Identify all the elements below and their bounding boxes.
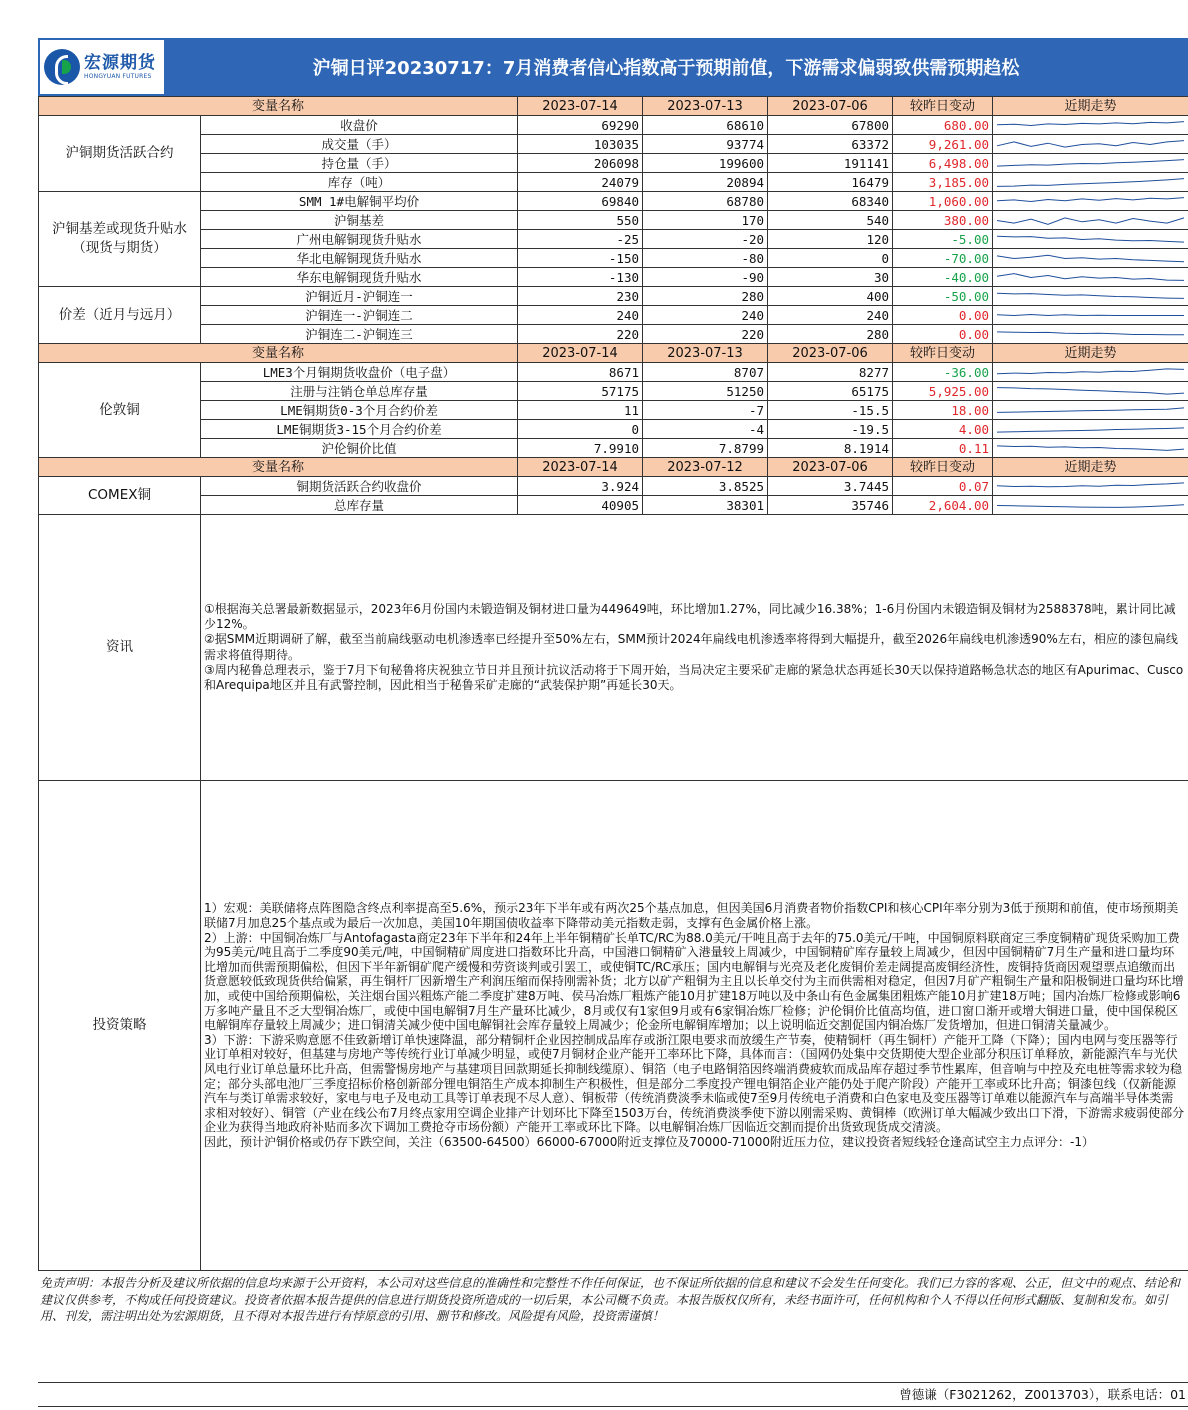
trend-sparkline xyxy=(993,363,1188,382)
value-date-1: 69290 xyxy=(518,116,643,135)
strategy-row xyxy=(39,781,1188,1271)
value-date-1: 24079 xyxy=(518,173,643,192)
report-header xyxy=(38,38,1188,96)
variable-name: 沪铜连二-沪铜连三 xyxy=(201,325,518,344)
sparkline-chart xyxy=(995,288,1186,305)
value-date-1: 220 xyxy=(518,325,643,344)
value-date-2: 7.8799 xyxy=(643,439,768,458)
sparkline-chart xyxy=(995,269,1186,286)
logo-name-en: HONGYUAN FUTURES xyxy=(84,73,152,80)
trend-sparkline xyxy=(993,496,1188,515)
value-date-1: 57175 xyxy=(518,382,643,401)
variable-name: 铜期货活跃合约收盘价 xyxy=(201,477,518,496)
news-label: 资讯 xyxy=(39,515,201,781)
sparkline-line xyxy=(997,236,1184,242)
value-date-3: 16479 xyxy=(768,173,893,192)
trend-sparkline xyxy=(993,268,1188,287)
trend-sparkline xyxy=(993,249,1188,268)
variable-name: 总库存量 xyxy=(201,496,518,515)
value-date-3: 120 xyxy=(768,230,893,249)
value-date-3: 0 xyxy=(768,249,893,268)
value-date-1: 0 xyxy=(518,420,643,439)
sparkline-chart xyxy=(995,402,1186,419)
table-row xyxy=(39,135,1188,154)
value-date-3: 67800 xyxy=(768,116,893,135)
sparkline-line xyxy=(997,273,1184,280)
strategy-paragraph: 1）宏观：美联储将点阵图隐含终点利率提高至5.6%，预示23年下半年或有两次25个基点加息，但因美国6月消费者物价指数CPI和核心CPI年率分别为3低于预期和前值，使市场预期美联储7月加息25个基点或为最后一次加息，美国10年期国债收益率下降带动美元指数走弱，支撑有色金属价格上涨。 xyxy=(204,901,1179,931)
news-content xyxy=(201,515,1188,781)
header-date-2: 2023-07-13 xyxy=(643,344,768,363)
header-variable-name: 变量名称 xyxy=(39,344,518,363)
header-change: 较昨日变动 xyxy=(893,458,993,477)
variable-name: 华东电解铜现货升贴水 xyxy=(201,268,518,287)
value-date-2: 3.8525 xyxy=(643,477,768,496)
value-date-3: 35746 xyxy=(768,496,893,515)
sparkline-line xyxy=(997,178,1184,186)
table-row xyxy=(39,116,1188,135)
table-row xyxy=(39,439,1188,458)
value-date-2: 240 xyxy=(643,306,768,325)
sparkline-chart xyxy=(995,307,1186,324)
sparkline-chart xyxy=(995,421,1186,438)
variable-name: 沪铜连一-沪铜连二 xyxy=(201,306,518,325)
sparkline-line xyxy=(997,368,1184,373)
sparkline-line xyxy=(997,217,1184,224)
sparkline-line xyxy=(997,255,1184,261)
company-logo xyxy=(40,40,164,94)
value-date-2: 20894 xyxy=(643,173,768,192)
category-cell: 价差（近月与远月） xyxy=(39,287,201,344)
report-title: 沪铜日评20230717：7月消费者信心指数高于预期前值，下游需求偏弱致供需预期趋松 xyxy=(312,58,1020,79)
value-date-2: 8707 xyxy=(643,363,768,382)
change-value: -36.00 xyxy=(893,363,993,382)
value-date-1: 7.9910 xyxy=(518,439,643,458)
value-date-3: 8277 xyxy=(768,363,893,382)
value-date-2: 280 xyxy=(643,287,768,306)
trend-sparkline xyxy=(993,401,1188,420)
header-date-2: 2023-07-12 xyxy=(643,458,768,477)
value-date-1: 230 xyxy=(518,287,643,306)
category-cell: 沪铜基差或现货升贴水（现货与期货） xyxy=(39,192,201,287)
trend-sparkline xyxy=(993,382,1188,401)
trend-sparkline xyxy=(993,325,1188,344)
logo-name-cn: 宏源期货 xyxy=(84,53,156,73)
change-value: 0.00 xyxy=(893,325,993,344)
value-date-2: -7 xyxy=(643,401,768,420)
table-row xyxy=(39,496,1188,515)
value-date-1: 3.924 xyxy=(518,477,643,496)
change-value: -40.00 xyxy=(893,268,993,287)
table-row xyxy=(39,154,1188,173)
trend-sparkline xyxy=(993,211,1188,230)
value-date-3: -19.5 xyxy=(768,420,893,439)
value-date-3: 400 xyxy=(768,287,893,306)
value-date-3: -15.5 xyxy=(768,401,893,420)
sparkline-line xyxy=(997,140,1184,147)
trend-sparkline xyxy=(993,173,1188,192)
value-date-3: 63372 xyxy=(768,135,893,154)
sparkline-chart xyxy=(995,117,1186,134)
variable-name: 库存（吨） xyxy=(201,173,518,192)
change-value: 1,060.00 xyxy=(893,192,993,211)
news-paragraph: ③周内秘鲁总理表示，鉴于7月下旬秘鲁将庆祝独立节日并且预计抗议活动将于下周开始，当局决定主要采矿走廊的紧急状态再延长30天以保持道路畅急状态的地区有Apurimac、Cusco和Arequipa地区并且有武警控制，因此相当于秘鲁采矿走廊的“武装保护期”再延长30天。 xyxy=(204,662,1184,692)
trend-sparkline xyxy=(993,287,1188,306)
header-date-3: 2023-07-06 xyxy=(768,458,893,477)
value-date-2: -20 xyxy=(643,230,768,249)
news-row xyxy=(39,515,1188,781)
variable-name: 广州电解铜现货升贴水 xyxy=(201,230,518,249)
variable-name: SMM 1#电解铜平均价 xyxy=(201,192,518,211)
value-date-3: 8.1914 xyxy=(768,439,893,458)
value-date-2: -4 xyxy=(643,420,768,439)
strategy-content xyxy=(201,781,1188,1271)
value-date-1: 69840 xyxy=(518,192,643,211)
value-date-1: 206098 xyxy=(518,154,643,173)
variable-name: 沪伦铜价比值 xyxy=(201,439,518,458)
sparkline-chart xyxy=(995,364,1186,381)
header-date-3: 2023-07-06 xyxy=(768,97,893,116)
sparkline-chart xyxy=(995,212,1186,229)
value-date-3: 280 xyxy=(768,325,893,344)
logo-mark-icon xyxy=(44,49,80,85)
sparkline-line xyxy=(997,197,1184,201)
value-date-2: -80 xyxy=(643,249,768,268)
variable-name: LME铜期货0-3个月合约价差 xyxy=(201,401,518,420)
sparkline-chart xyxy=(995,155,1186,172)
strategy-label: 投资策略 xyxy=(39,781,201,1271)
header-date-1: 2023-07-14 xyxy=(518,458,643,477)
change-value: 680.00 xyxy=(893,116,993,135)
sparkline-line xyxy=(997,427,1184,431)
sparkline-chart xyxy=(995,440,1186,457)
strategy-paragraph: 2）上游：中国铜冶炼厂与Antofagasta商定23年下半年和24年上半年铜精矿长单TC/RC为88.0美元/干吨且高于去年的75.0美元/干吨，中国铜原料联商定三季度铜精矿现货采购加工费为95美元/吨且高于二季度90美元/吨，中国铜精矿周度进口指数环比升高，中国港口铜精矿入港量较上周减少，中国铜精矿库存量较上周减少，但因中国铜精矿7月生产量和进口量均环比增加而供需预期偏松，但因下半年新铜矿爬产缓慢和劳资谈判或引罢工，或使铜TC/RC承压；国内电解铜与光亮及老化废铜价差走阔提高废铜经济性，废铜持货商因观望票点追缴而出货意愿较低致现货供给偏紧，再生铜杆厂因新增生产利润压缩而保持刚需补货；北方以矿产粗铜为主且以长单交付为主而供需相对稳定，但因7月矿产粗铜生产量和阳极铜进口量均环比增加，或使中国给预期偏松，关注烟台国兴粗炼产能二季度扩建8万吨、侯马冶炼厂粗炼产能10月扩建18万吨以及中条山有色金属集团粗炼产能10月扩建18万吨；国内冶炼厂检修或影响6万多吨产量且不乏大型铜冶炼厂，或使中国电解铜7月生产量环比减少，8月或仅有1家但9月或有6家铜冶炼厂检修；沪伦铜价比值高均值，进口窗口渐开或增大铜进口量，使中国保税区电解铜库存量较上周减少；进口铜清关减少使中国电解铜社会库存量较上周减少；伦金所电解铜库增加；以上说明临近交割促国内铜冶炼厂发货增加，但进口铜清关量减少。 xyxy=(204,930,1184,1033)
sparkline-line xyxy=(997,121,1184,125)
trend-sparkline xyxy=(993,306,1188,325)
value-date-3: 68340 xyxy=(768,192,893,211)
value-date-2: 199600 xyxy=(643,154,768,173)
sparkline-line xyxy=(997,159,1184,166)
sparkline-line xyxy=(997,482,1184,486)
value-date-3: 3.7445 xyxy=(768,477,893,496)
sparkline-chart xyxy=(995,231,1186,248)
change-value: 0.00 xyxy=(893,306,993,325)
value-date-2: 220 xyxy=(643,325,768,344)
trend-sparkline xyxy=(993,477,1188,496)
value-date-3: 65175 xyxy=(768,382,893,401)
header-change: 较昨日变动 xyxy=(893,344,993,363)
value-date-1: 550 xyxy=(518,211,643,230)
change-value: 2,604.00 xyxy=(893,496,993,515)
news-paragraph: ①根据海关总署最新数据显示，2023年6月份国内未锻造铜及铜材进口量为449649吨，环比增加1.27%，同比减少16.38%；1-6月份国内未锻造铜及铜材为2588378吨，累计同比减少12%。 xyxy=(204,601,1176,632)
trend-sparkline xyxy=(993,154,1188,173)
variable-name: 收盘价 xyxy=(201,116,518,135)
sparkline-chart xyxy=(995,326,1186,343)
value-date-3: 191141 xyxy=(768,154,893,173)
table-row xyxy=(39,477,1188,496)
value-date-1: 11 xyxy=(518,401,643,420)
header-date-1: 2023-07-14 xyxy=(518,344,643,363)
change-value: -70.00 xyxy=(893,249,993,268)
sparkline-line xyxy=(997,314,1184,315)
variable-name: LME3个月铜期货收盘价（电子盘） xyxy=(201,363,518,382)
variable-name: 沪铜近月-沪铜连一 xyxy=(201,287,518,306)
value-date-2: 38301 xyxy=(643,496,768,515)
sparkline-chart xyxy=(995,497,1186,514)
value-date-1: -25 xyxy=(518,230,643,249)
variable-name: 注册与注销仓单总库存量 xyxy=(201,382,518,401)
value-date-3: 30 xyxy=(768,268,893,287)
change-value: 380.00 xyxy=(893,211,993,230)
value-date-1: 8671 xyxy=(518,363,643,382)
table-row xyxy=(39,363,1188,382)
value-date-1: -130 xyxy=(518,268,643,287)
value-date-1: 103035 xyxy=(518,135,643,154)
header-date-3: 2023-07-06 xyxy=(768,344,893,363)
sparkline-chart xyxy=(995,250,1186,267)
section-header-row xyxy=(39,458,1188,477)
table-row xyxy=(39,420,1188,439)
trend-sparkline xyxy=(993,439,1188,458)
trend-sparkline xyxy=(993,135,1188,154)
sparkline-chart xyxy=(995,478,1186,495)
sparkline-line xyxy=(997,504,1184,507)
section-header-row xyxy=(39,344,1188,363)
value-date-2: 68780 xyxy=(643,192,768,211)
report xyxy=(38,38,1188,1407)
value-date-2: -90 xyxy=(643,268,768,287)
change-value: 18.00 xyxy=(893,401,993,420)
sparkline-chart xyxy=(995,174,1186,191)
variable-name: LME铜期货3-15个月合约价差 xyxy=(201,420,518,439)
header-date-2: 2023-07-13 xyxy=(643,97,768,116)
change-value: 9,261.00 xyxy=(893,135,993,154)
strategy-paragraph: 因此，预计沪铜价格或仍存下跌空间，关注（63500-64500）66000-67000附近支撑位及70000-71000附近压力位，建议投资者短线轻仓逢高试空主力点评分：-1） xyxy=(204,1134,1095,1149)
table-row xyxy=(39,249,1188,268)
sparkline-line xyxy=(997,407,1184,412)
variable-name: 华北电解铜现货升贴水 xyxy=(201,249,518,268)
change-value: -50.00 xyxy=(893,287,993,306)
table-row xyxy=(39,325,1188,344)
sparkline-chart xyxy=(995,193,1186,210)
header-trend: 近期走势 xyxy=(993,97,1188,116)
sparkline-line xyxy=(997,387,1184,394)
category-cell: 沪铜期货活跃合约 xyxy=(39,116,201,192)
analyst-contact: 曾德谦（F3021262，Z0013703），联系电话：01 xyxy=(38,1383,1188,1407)
value-date-2: 93774 xyxy=(643,135,768,154)
table-row xyxy=(39,173,1188,192)
header-trend: 近期走势 xyxy=(993,458,1188,477)
value-date-1: 240 xyxy=(518,306,643,325)
header-variable-name: 变量名称 xyxy=(39,97,518,116)
value-date-2: 68610 xyxy=(643,116,768,135)
value-date-3: 240 xyxy=(768,306,893,325)
change-value: -5.00 xyxy=(893,230,993,249)
strategy-paragraph: 3）下游：下游采购意愿不佳致新增订单快速降温，部分精铜杆企业因控制成品库存或浙江限电要求而放缓生产节奏，使精铜杆（再生铜杆）产能开工降（下降）；国内电网与变压器等行业订单相对较好，但基建与房地产等传统行业订单减少明显，或使7月铜材企业产能开工率环比下降，具体而言：（国网仍处集中交货期使大型企业部分积压订单释放，新能源汽车与光伏风电行业订单总量环比升高，但需警惕房地产与基建项目回款期延长抑制线缆原）、铜箔（电子电路铜箔因终端消费疲软而成品库存超过季节性累库，但音响与中控及充电桩等需求较为稳定；部分头部电池厂三季度招标价格创新部分锂电铜箔生产成本抑制生产积极性，但是部分二季度投产锂电铜箔企业产能仍处于爬产阶段）产能开工率或环比升高；铜漆包线（仅新能源汽车与类订单需求较好，家电与电子及电动工具等订单表现不尽人意）、铜板带（传统消费淡季未临或使7至9月传统电子消费和白色家电及变压器等订单难以能源汽车与高端半导体类需求相对较好）、铜管（产业在线公布7月终点家用空调企业排产计划环比下降至1503万台，传统消费淡季使下游以刚需采购、黄铜棒（欧洲订单大幅减少致出口下滑，下游需求疲弱使部分企业为获得当地政府补贴而多次下调加工费抢夺市场份额）产能开工率或环比下降。以电解铜冶炼厂因临近交割而提价出货致现货成交清淡。 xyxy=(204,1032,1185,1135)
data-table xyxy=(38,96,1188,1271)
change-value: 6,498.00 xyxy=(893,154,993,173)
table-row xyxy=(39,382,1188,401)
sparkline-line xyxy=(997,293,1184,298)
category-cell: 伦敦铜 xyxy=(39,363,201,458)
sparkline-line xyxy=(997,445,1184,450)
table-row xyxy=(39,268,1188,287)
variable-name: 持仓量（手） xyxy=(201,154,518,173)
trend-sparkline xyxy=(993,116,1188,135)
sparkline-chart xyxy=(995,383,1186,400)
trend-sparkline xyxy=(993,230,1188,249)
header-change: 较昨日变动 xyxy=(893,97,993,116)
table-row xyxy=(39,192,1188,211)
change-value: 5,925.00 xyxy=(893,382,993,401)
change-value: 4.00 xyxy=(893,420,993,439)
trend-sparkline xyxy=(993,420,1188,439)
category-cell: COMEX铜 xyxy=(39,477,201,515)
value-date-2: 170 xyxy=(643,211,768,230)
value-date-2: 51250 xyxy=(643,382,768,401)
news-paragraph: ②据SMM近期调研了解，截至当前扁线驱动电机渗透率已经提升至50%左右，SMM预计2024年扁线电机渗透率将得到大幅提升，截至2026年扁线电机渗透90%左右，相应的漆包扁线需求将值得期待。 xyxy=(204,632,1178,662)
value-date-1: 40905 xyxy=(518,496,643,515)
table-row xyxy=(39,211,1188,230)
value-date-1: -150 xyxy=(518,249,643,268)
change-value: 3,185.00 xyxy=(893,173,993,192)
header-variable-name: 变量名称 xyxy=(39,458,518,477)
change-value: 0.07 xyxy=(893,477,993,496)
change-value: 0.11 xyxy=(893,439,993,458)
sparkline-line xyxy=(997,331,1184,334)
disclaimer: 免责声明：本报告分析及建议所依据的信息均来源于公开资料，本公司对这些信息的准确性和完整性不作任何保证，也不保证所依据的信息和建议不会发生任何变化。我们已力容的客观、公正，但文中的观点、结论和建议仅供参考，不构成任何投资建议。投资者依据本报告提供的信息进行期货投资所造成的一切后果，本公司概不负责。本报告版权仅所有，未经书面许可，任何机构和个人不得以任何形式翻版、复制和发布。如引用、刊发，需注明出处为宏源期货，且不得对本报告进行有悖原意的引用、删节和修改。风险提有风险，投资需谨慎！ xyxy=(38,1271,1188,1383)
table-row xyxy=(39,401,1188,420)
header-trend: 近期走势 xyxy=(993,344,1188,363)
table-row xyxy=(39,287,1188,306)
table-row xyxy=(39,306,1188,325)
header-date-1: 2023-07-14 xyxy=(518,97,643,116)
value-date-3: 540 xyxy=(768,211,893,230)
table-row xyxy=(39,230,1188,249)
variable-name: 沪铜基差 xyxy=(201,211,518,230)
section-header-row xyxy=(39,97,1188,116)
sparkline-chart xyxy=(995,136,1186,153)
variable-name: 成交量（手） xyxy=(201,135,518,154)
trend-sparkline xyxy=(993,192,1188,211)
